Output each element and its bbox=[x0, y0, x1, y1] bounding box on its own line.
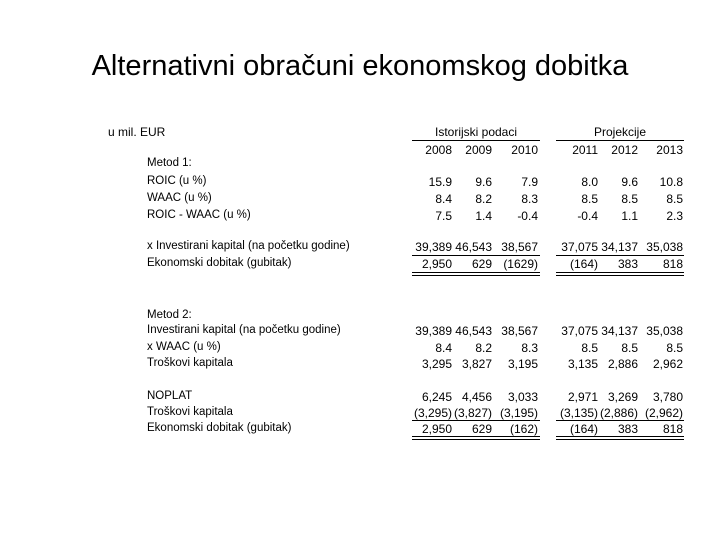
row-label: WAAC (u %) bbox=[147, 192, 212, 204]
table-cell: 2,886 bbox=[607, 357, 638, 371]
table-cell: 2,950 bbox=[421, 257, 452, 271]
row-label: Metod 1: bbox=[147, 157, 192, 169]
year-header-2013: 2013 bbox=[656, 143, 683, 157]
table-cell: (164) bbox=[569, 257, 598, 271]
table-cell: 629 bbox=[471, 257, 492, 271]
table-cell: 8.2 bbox=[475, 192, 492, 206]
table-cell: 15.9 bbox=[428, 175, 452, 189]
historical-group-header bbox=[412, 125, 540, 141]
table-cell: 6,245 bbox=[421, 390, 452, 404]
projections-group-label: Projekcije bbox=[593, 125, 647, 139]
table-cell: 3,780 bbox=[652, 390, 683, 404]
table-cell: 2,950 bbox=[421, 422, 452, 436]
table-cell: 8.5 bbox=[666, 341, 683, 355]
table-cell: 46,543 bbox=[455, 324, 492, 338]
table-cell: 35,038 bbox=[646, 240, 683, 254]
table-cell: 10.8 bbox=[659, 175, 683, 189]
historical-group-underline bbox=[412, 140, 540, 141]
table-cell: 1.4 bbox=[475, 209, 492, 223]
table-cell: 8.3 bbox=[521, 341, 538, 355]
projections-total-double-line bbox=[556, 272, 684, 276]
table-cell: (2,886) bbox=[599, 406, 638, 420]
projections-subtotal-line bbox=[556, 255, 684, 256]
table-cell: 8.5 bbox=[666, 192, 683, 206]
table-cell: (2,962) bbox=[644, 406, 683, 420]
table-cell: (3,295) bbox=[413, 406, 452, 420]
table-cell: 3,135 bbox=[567, 357, 598, 371]
row-label: Investirani kapital (na početku godine) bbox=[147, 324, 341, 336]
table-cell: 39,389 bbox=[415, 240, 452, 254]
table-cell: 8.4 bbox=[435, 192, 452, 206]
table-cell: (3,195) bbox=[499, 406, 538, 420]
table-cell: 8.2 bbox=[475, 341, 492, 355]
year-header-2010: 2010 bbox=[511, 143, 538, 157]
table-cell: 37,075 bbox=[561, 324, 598, 338]
historical-group-label: Istorijski podaci bbox=[434, 125, 518, 139]
row-label: NOPLAT bbox=[147, 390, 193, 402]
table-cell: 2,962 bbox=[652, 357, 683, 371]
projections-subtotal-line-2 bbox=[556, 420, 684, 421]
table-cell: 1.1 bbox=[621, 209, 638, 223]
year-header-2008: 2008 bbox=[425, 143, 452, 157]
table-cell: 9.6 bbox=[621, 175, 638, 189]
table-cell: 38,567 bbox=[501, 324, 538, 338]
table-cell: 46,543 bbox=[455, 240, 492, 254]
row-label: Ekonomski dobitak (gubitak) bbox=[147, 257, 292, 269]
table-cell: 34,137 bbox=[601, 240, 638, 254]
table-cell: 3,269 bbox=[607, 390, 638, 404]
projections-group-underline bbox=[556, 140, 684, 141]
year-header-2009: 2009 bbox=[465, 143, 492, 157]
table-cell: 383 bbox=[617, 422, 638, 436]
table-cell: (164) bbox=[569, 422, 598, 436]
table-cell: 34,137 bbox=[601, 324, 638, 338]
row-label: x Investirani kapital (na početku godine) bbox=[147, 240, 350, 252]
row-label: Ekonomski dobitak (gubitak) bbox=[147, 422, 292, 434]
table-cell: 2.3 bbox=[666, 209, 683, 223]
slide-title: Alternativni obračuni ekonomskog dobitka bbox=[91, 50, 629, 82]
table-cell: 7.9 bbox=[521, 175, 538, 189]
table-cell: 8.0 bbox=[581, 175, 598, 189]
table-cell: 818 bbox=[662, 422, 683, 436]
table-cell: 383 bbox=[617, 257, 638, 271]
table-cell: (1629) bbox=[503, 257, 538, 271]
historical-total-double-line-2 bbox=[412, 436, 540, 440]
table-cell: (3,827) bbox=[453, 406, 492, 420]
table-cell: 35,038 bbox=[646, 324, 683, 338]
table-cell: 9.6 bbox=[475, 175, 492, 189]
projections-total-double-line-2 bbox=[556, 436, 684, 440]
table-cell: 818 bbox=[662, 257, 683, 271]
historical-subtotal-line-2 bbox=[412, 420, 540, 421]
table-cell: 8.5 bbox=[581, 192, 598, 206]
table-cell: (3,135) bbox=[559, 406, 598, 420]
table-cell: 38,567 bbox=[501, 240, 538, 254]
row-label: x WAAC (u %) bbox=[147, 341, 221, 353]
table-cell: 2,971 bbox=[567, 390, 598, 404]
table-cell: 8.3 bbox=[521, 192, 538, 206]
table-cell: 3,195 bbox=[507, 357, 538, 371]
row-label: ROIC - WAAC (u %) bbox=[147, 209, 251, 221]
table-cell: 8.4 bbox=[435, 341, 452, 355]
table-cell: 3,827 bbox=[461, 357, 492, 371]
table-cell: 39,389 bbox=[415, 324, 452, 338]
table-cell: 8.5 bbox=[621, 341, 638, 355]
year-header-2012: 2012 bbox=[611, 143, 638, 157]
table-cell: (162) bbox=[509, 422, 538, 436]
table-cell: 3,033 bbox=[507, 390, 538, 404]
historical-total-double-line bbox=[412, 272, 540, 276]
table-cell: -0.4 bbox=[517, 209, 538, 223]
projections-group-header bbox=[556, 125, 684, 141]
table-cell: 8.5 bbox=[621, 192, 638, 206]
year-header-2011: 2011 bbox=[572, 143, 598, 157]
row-label: ROIC (u %) bbox=[147, 175, 207, 187]
table-cell: 3,295 bbox=[421, 357, 452, 371]
row-label: Troškovi kapitala bbox=[147, 406, 233, 418]
unit-label: u mil. EUR bbox=[108, 125, 166, 139]
historical-subtotal-line bbox=[412, 255, 540, 256]
table-cell: 7.5 bbox=[435, 209, 452, 223]
table-cell: 629 bbox=[471, 422, 492, 436]
row-label: Metod 2: bbox=[147, 309, 192, 321]
table-cell: -0.4 bbox=[577, 209, 598, 223]
row-label: Troškovi kapitala bbox=[147, 357, 233, 369]
table-cell: 37,075 bbox=[561, 240, 598, 254]
table-cell: 8.5 bbox=[581, 341, 598, 355]
table-cell: 4,456 bbox=[461, 390, 492, 404]
